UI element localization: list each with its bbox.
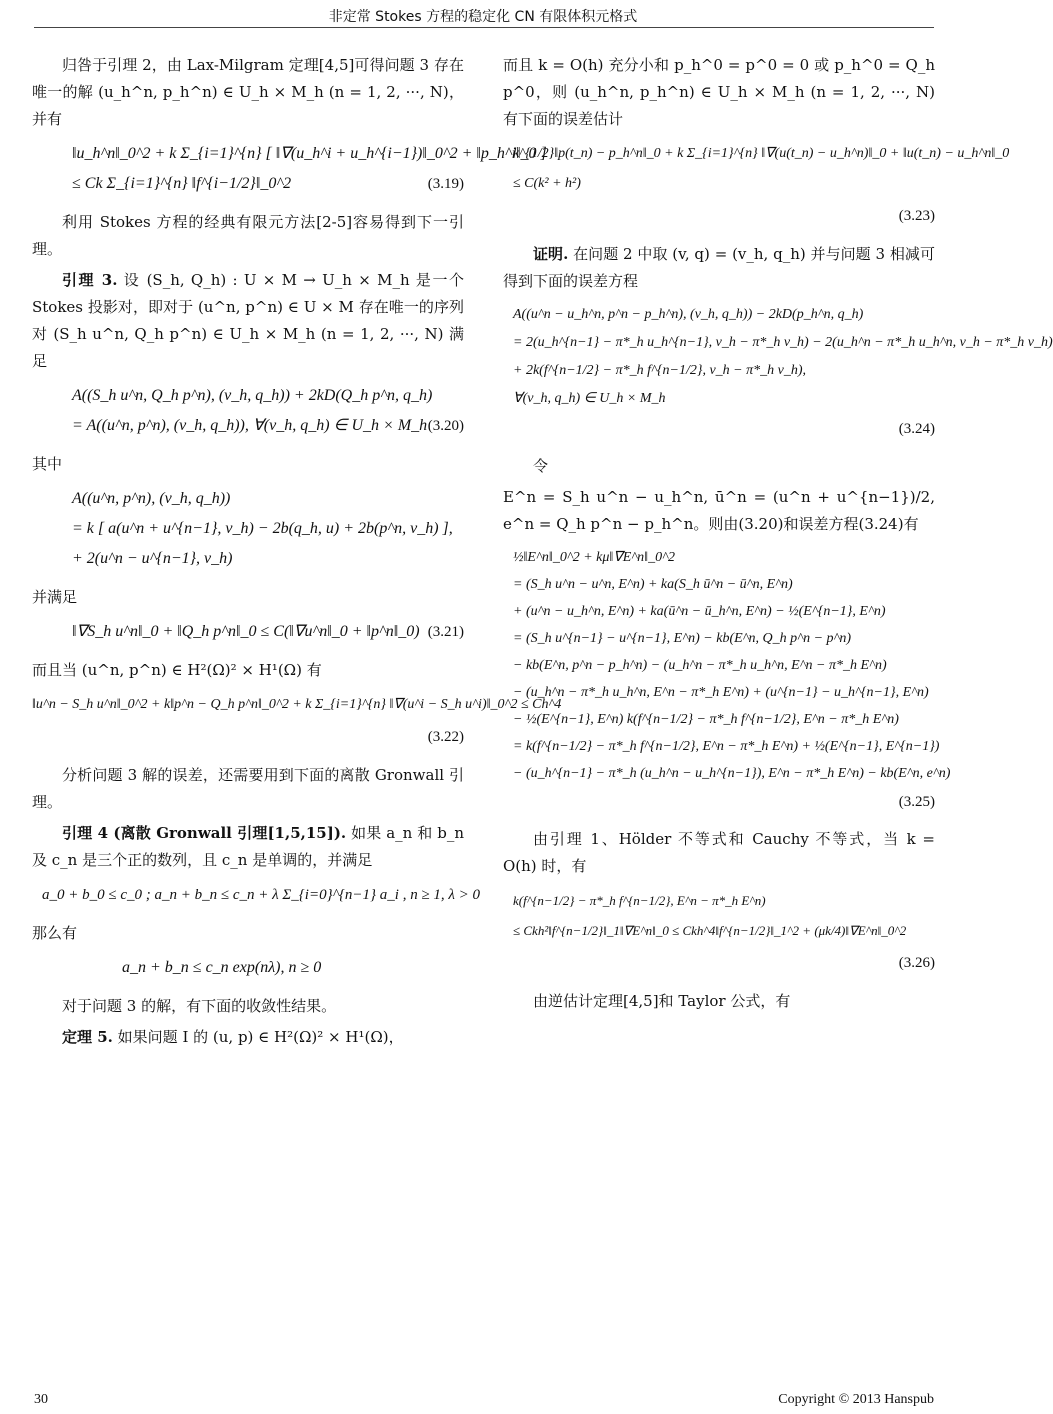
equation-line: ‖∇S_h u^n‖_0 + ‖Q_h p^n‖_0 ≤ C(‖∇u^n‖_0 + ‖p^n‖_0) bbox=[72, 623, 420, 640]
equation-3-24 bbox=[503, 301, 1053, 443]
paragraph: 由引理 1、Hölder 不等式和 Cauchy 不等式，当 k = O(h) 时，有 bbox=[503, 830, 935, 875]
paragraph: 其中 bbox=[32, 455, 63, 473]
equation-line: = (S_h u^n − u^n, E^n) + ka(S_h ū^n − ū^n, E^n) bbox=[513, 577, 793, 592]
equation-number: (3.24) bbox=[898, 421, 935, 437]
copyright: Copyright © 2013 Hanspub bbox=[778, 1392, 934, 1407]
equation-line: = k [ a(u^n + u^{n−1}, v_h) − 2b(q_h, u) + 2b(p^n, v_h) ], bbox=[72, 520, 453, 537]
equation-line: − (u_h^{n−1} − π*_h (u_h^n − u_h^{n−1}), E^n − π*_h E^n) − kb(E^n, e^n) bbox=[513, 766, 951, 781]
paragraph: 利用 Stokes 方程的经典有限元方法[2-5]容易得到下一引理。 bbox=[32, 213, 464, 258]
page-number: 30 bbox=[34, 1392, 48, 1407]
paragraph: 归咎于引理 2，由 Lax-Milgram 定理[4,5]可得问题 3 存在唯一的解 (u_h^n, p_h^n) ∈ U_h × M_h (n = 1, 2, ···, N)，并有 bbox=[32, 56, 464, 128]
paragraph: 对于问题 3 的解，有下面的收敛性结果。 bbox=[62, 997, 337, 1015]
equation-3-21 bbox=[32, 617, 464, 647]
equation-number: (3.23) bbox=[898, 208, 935, 224]
equation-number: (3.20) bbox=[427, 418, 464, 434]
proof-title: 证明. bbox=[533, 245, 569, 263]
equation-line: + 2(u^n − u^{n−1}, v_h) bbox=[72, 550, 233, 567]
right-column bbox=[503, 52, 1053, 1019]
proof bbox=[503, 241, 935, 295]
header-rule bbox=[34, 27, 934, 28]
paragraph: 并满足 bbox=[32, 588, 78, 606]
equation-3-25 bbox=[503, 544, 951, 816]
equation-line: ≤ Ckh²‖f^{n−1/2}‖_1‖∇E^n‖_0 ≤ Ckh^4‖f^{n−1/2}‖_1^2 + (μk/4)‖∇E^n‖_0^2 bbox=[513, 923, 907, 938]
equation-line: = (S_h u^{n−1} − u^{n−1}, E^n) − kb(E^n, Q_h p^n − p^n) bbox=[513, 631, 852, 646]
lemma-3 bbox=[32, 267, 464, 375]
equation-gronwall-1 bbox=[32, 880, 481, 910]
equation-3-20 bbox=[32, 381, 464, 441]
paragraph: 那么有 bbox=[32, 924, 78, 942]
equation-line: a_0 + b_0 ≤ c_0 ; a_n + b_n ≤ c_n + λ Σ_{i=0}^{n−1} a_i , n ≥ 1, λ > 0 bbox=[42, 887, 481, 903]
equation-3-22 bbox=[32, 690, 562, 752]
paragraph: E^n = S_h u^n − u_h^n, ū^n = (u^n + u^{n−1})/2, e^n = Q_h p^n − p_h^n。则由(3.20)和误差方程(3.24)有 bbox=[503, 488, 935, 533]
equation-A-definition bbox=[32, 484, 464, 574]
paragraph: 分析问题 3 解的误差，还需要用到下面的离散 Gronwall 引理。 bbox=[32, 766, 464, 811]
equation-line: a_n + b_n ≤ c_n exp(nλ), n ≥ 0 bbox=[122, 959, 322, 976]
equation-number: (3.21) bbox=[427, 624, 464, 640]
equation-line: ≤ Ck Σ_{i=1}^{n} ‖f^{i−1/2}‖_0^2 bbox=[72, 175, 292, 192]
equation-line: = 2(u_h^{n−1} − π*_h u_h^{n−1}, v_h − π*_h v_h) − 2(u_h^n − π*_h u_h^n, v_h − π*_h v_h) bbox=[513, 335, 1053, 350]
equation-line: k^{1/2}‖p(t_n) − p_h^n‖_0 + k Σ_{i=1}^{n} ‖∇(u(t_n) − u_h^n)‖_0 + ‖u(t_n) − u_h^n‖_0 bbox=[513, 146, 1010, 161]
lemma-title: 引理 3. bbox=[62, 271, 118, 289]
equation-line: ≤ C(k² + h²) bbox=[513, 176, 581, 191]
equation-number: (3.19) bbox=[427, 176, 464, 192]
equation-line: ∀(v_h, q_h) ∈ U_h × M_h bbox=[513, 391, 666, 406]
equation-line: − ½(E^{n−1}, E^n) k(f^{n−1/2} − π*_h f^{n−1/2}, E^n − π*_h E^n) bbox=[513, 712, 899, 727]
equation-line: ½‖E^n‖_0^2 + kμ‖∇E^n‖_0^2 bbox=[513, 550, 676, 565]
equation-number: (3.22) bbox=[427, 729, 464, 745]
equation-gronwall-2 bbox=[32, 953, 464, 983]
theorem-title: 定理 5. bbox=[62, 1028, 113, 1046]
equation-line: = k(f^{n−1/2} − π*_h f^{n−1/2}, E^n − π*_h E^n) + ½(E^{n−1}, E^{n−1}) bbox=[513, 739, 940, 754]
equation-line: A((u^n − u_h^n, p^n − p_h^n), (v_h, q_h)) − 2kD(p_h^n, q_h) bbox=[513, 307, 864, 322]
proof-text: 在问题 2 中取 (v, q) = (v_h, q_h) 并与问题 3 相减可得到下面的误差方程 bbox=[503, 245, 935, 290]
equation-number: (3.26) bbox=[898, 955, 935, 971]
equation-number: (3.25) bbox=[898, 794, 935, 810]
lemma-text: 设 (S_h, Q_h) : U × M → U_h × M_h 是一个 Stokes 投影对，即对于 (u^n, p^n) ∈ U × M 存在唯一的序列对 (S_h u^n, Q_h p^n) ∈ U_h × M_h (n = 1, 2, ···, N) 满足 bbox=[32, 271, 464, 370]
lemma-title: 引理 4 (离散 Gronwall 引理[1,5,15]). bbox=[62, 824, 347, 842]
equation-line: k(f^{n−1/2} − π*_h f^{n−1/2}, E^n − π*_h E^n) bbox=[513, 893, 766, 908]
equation-line: A((u^n, p^n), (v_h, q_h)) bbox=[72, 490, 231, 507]
equation-line: A((S_h u^n, Q_h p^n), (v_h, q_h)) + 2kD(Q_h p^n, q_h) bbox=[72, 387, 433, 404]
lemma-text: 如果 a_n 和 b_n 及 c_n 是三个正的数列，且 c_n 是单调的，并满足 bbox=[32, 824, 464, 869]
equation-3-26 bbox=[503, 886, 935, 978]
running-header: 非定常 Stokes 方程的稳定化 CN 有限体积元格式 bbox=[328, 9, 638, 25]
paragraph: 令 bbox=[533, 457, 549, 475]
equation-line: + (u^n − u_h^n, E^n) + ka(ū^n − ū_h^n, E^n) − ½(E^{n−1}, E^n) bbox=[513, 604, 886, 619]
equation-line: − kb(E^n, p^n − p_h^n) − (u_h^n − π*_h u_h^n, E^n − π*_h E^n) bbox=[513, 658, 887, 673]
equation-line: ‖u^n − S_h u^n‖_0^2 + k‖p^n − Q_h p^n‖_0^2 + k Σ_{i=1}^{n} ‖∇(u^i − S_h u^i)‖_0^2 ≤ Ch^4 bbox=[32, 697, 562, 712]
equation-line: ‖u_h^n‖_0^2 + k Σ_{i=1}^{n} [ ‖∇(u_h^i + u_h^{i−1})‖_0^2 + ‖p_h^i‖_0 ] bbox=[72, 145, 547, 162]
theorem-5 bbox=[32, 1024, 464, 1051]
paragraph: 而且当 (u^n, p^n) ∈ H²(Ω)² × H¹(Ω) 有 bbox=[32, 661, 322, 679]
lemma-4 bbox=[32, 820, 464, 874]
equation-line: − (u_h^n − π*_h u_h^n, E^n − π*_h E^n) + (u^{n−1} − u_h^{n−1}, E^n) bbox=[513, 685, 929, 700]
equation-line: + 2k(f^{n−1/2} − π*_h f^{n−1/2}, v_h − π*_h v_h), bbox=[513, 363, 806, 378]
paragraph: 由逆估计定理[4,5]和 Taylor 公式，有 bbox=[533, 992, 791, 1010]
theorem-text: 如果问题 I 的 (u, p) ∈ H²(Ω)² × H¹(Ω)， bbox=[117, 1028, 404, 1046]
equation-line: = A((u^n, p^n), (v_h, q_h)), ∀(v_h, q_h) ∈ U_h × M_h bbox=[72, 417, 428, 434]
equation-3-23 bbox=[503, 139, 1010, 231]
paragraph: 而且 k = O(h) 充分小和 p_h^0 = p^0 = 0 或 p_h^0 = Q_h p^0，则 (u_h^n, p_h^n) ∈ U_h × M_h (n = 1, 2, ···, N) 有下面的误差估计 bbox=[503, 56, 935, 128]
